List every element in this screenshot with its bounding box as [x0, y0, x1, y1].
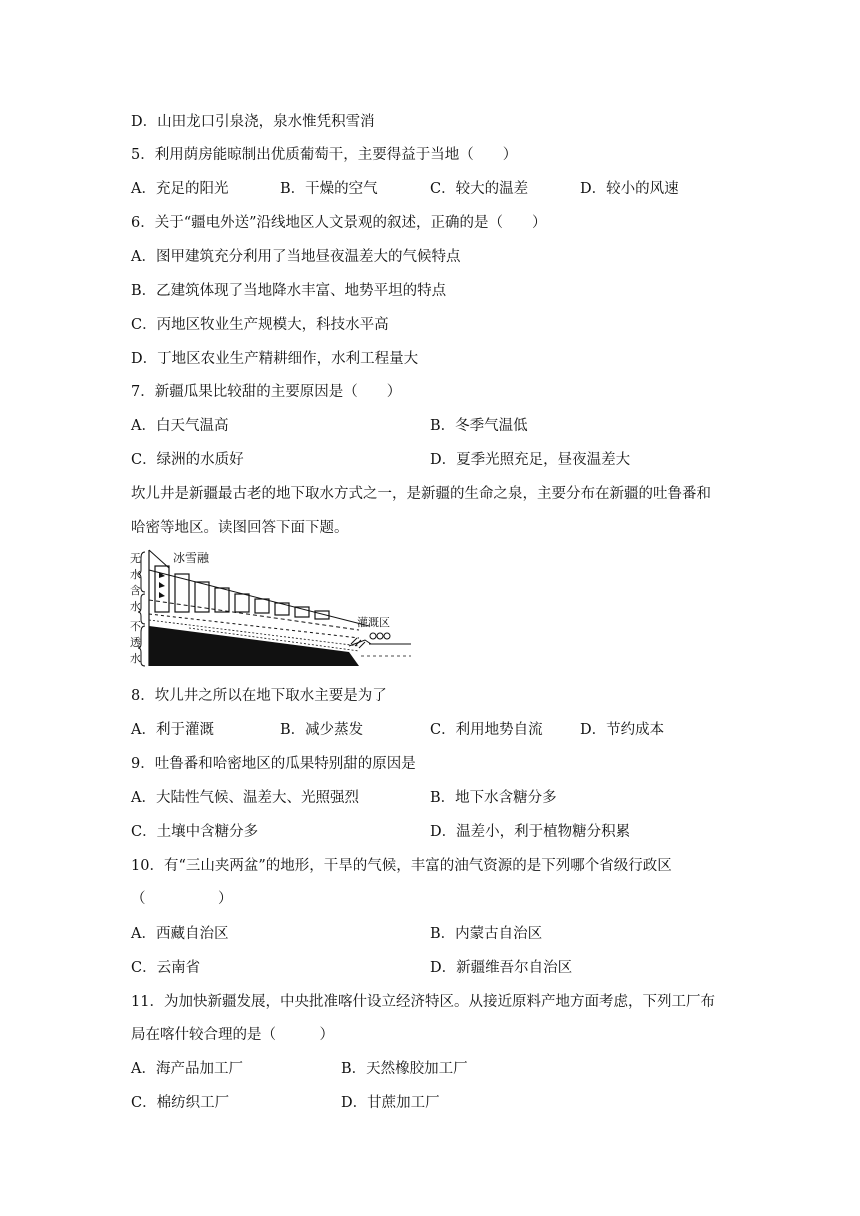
top-label: 冰雪融	[173, 551, 210, 565]
q6-stem: 6．关于“疆电外送”沿线地区人文景观的叙述，正确的是（ ）	[131, 215, 547, 231]
q11-option-d: D．甘蔗加工厂	[341, 1095, 440, 1111]
q8-option-b: B．减少蒸发	[280, 722, 364, 738]
q10-option-b: B．内蒙古自治区	[430, 926, 543, 942]
right-label: 灌溉区	[357, 616, 390, 629]
q5-option-c: C．较大的温差	[430, 181, 529, 197]
q8-option-d: D．节约成本	[580, 722, 665, 738]
q7-option-b: B．冬季气温低	[430, 418, 528, 434]
q11-option-c: C．棉纺织工厂	[131, 1095, 230, 1111]
q6-option-b: B．乙建筑体现了当地降水丰富、地势平坦的特点	[131, 283, 447, 299]
left-label-3: 含	[130, 584, 141, 597]
q9-option-b: B．地下水含糖分多	[430, 790, 557, 806]
q8-option-a: A．利于灌溉	[131, 722, 214, 738]
q9-option-a: A．大陆性气候、温差大、光照强烈	[131, 790, 359, 806]
q10-stem-blank: （ ）	[131, 891, 233, 907]
q8-option-c: C．利用地势自流	[430, 722, 543, 738]
q6-option-c: C．丙地区牧业生产规模大，科技水平高	[131, 317, 389, 333]
q7-stem: 7．新疆瓜果比较甜的主要原因是（ ）	[131, 384, 402, 400]
q10-option-d: D．新疆维吾尔自治区	[430, 960, 573, 976]
q5-option-a: A．充足的阳光	[131, 181, 229, 197]
q4-option-d: D．山田龙口引泉浇，泉水惟凭积雪消	[131, 114, 375, 130]
left-label-1: 无	[130, 552, 141, 565]
q5-option-d: D．较小的风速	[580, 181, 679, 197]
left-label-2: 水	[130, 568, 141, 581]
q7-option-a: A．白天气温高	[131, 418, 229, 434]
q7-option-c: C．绿洲的水质好	[131, 452, 244, 468]
q5-stem: 5．利用荫房能晾制出优质葡萄干，主要得益于当地（ ）	[131, 147, 518, 163]
karez-diagram	[129, 548, 411, 670]
q9-stem: 9．吐鲁番和哈密地区的瓜果特别甜的原因是	[131, 756, 416, 772]
q6-option-d: D．丁地区农业生产精耕细作，水利工程量大	[131, 351, 419, 367]
q7-option-d: D．夏季光照充足，昼夜温差大	[430, 452, 631, 468]
q10-option-c: C．云南省	[131, 960, 201, 976]
passage-line-2: 哈密等地区。读图回答下面下题。	[131, 520, 349, 536]
left-label-5: 不	[130, 620, 141, 633]
q10-option-a: A．西藏自治区	[131, 926, 229, 942]
q11-option-a: A．海产品加工厂	[131, 1061, 243, 1077]
q9-option-d: D．温差小，利于植物糖分积累	[430, 824, 631, 840]
q11-option-b: B．天然橡胶加工厂	[341, 1061, 468, 1077]
q10-stem: 10．有“三山夹两盆”的地形，干旱的气候，丰富的油气资源的是下列哪个省级行政区	[131, 858, 672, 874]
passage-line-1: 坎儿井是新疆最古老的地下取水方式之一，是新疆的生命之泉，主要分布在新疆的吐鲁番和	[131, 486, 711, 502]
left-label-7: 水	[130, 652, 141, 665]
q5-option-b: B．干燥的空气	[280, 181, 378, 197]
q11-stem-cont: 局在喀什较合理的是（ ）	[131, 1027, 334, 1043]
q6-option-a: A．图甲建筑充分利用了当地昼夜温差大的气候特点	[131, 249, 461, 265]
left-label-4: 水	[130, 600, 141, 613]
left-label-6: 透	[130, 636, 141, 649]
q9-option-c: C．土壤中含糖分多	[131, 824, 259, 840]
q11-stem: 11．为加快新疆发展，中央批准喀什设立经济特区。从接近原料产地方面考虑，下列工厂布	[131, 994, 715, 1010]
q8-stem: 8．坎儿井之所以在地下取水主要是为了	[131, 688, 387, 704]
